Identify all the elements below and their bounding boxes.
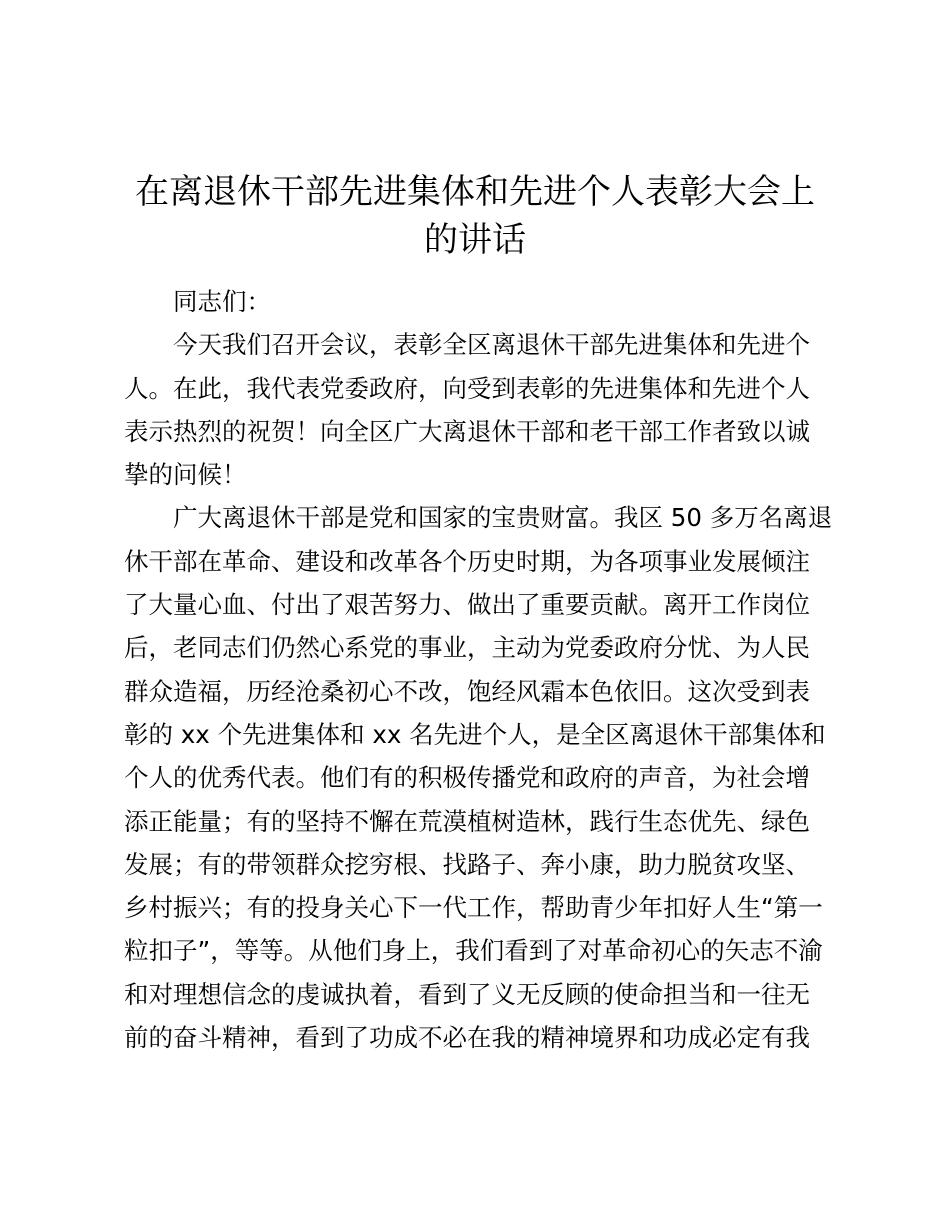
salutation: 同志们： xyxy=(173,287,271,316)
paragraph-line: 今天我们召开会议，表彰全区离退休干部先进集体和先进个 xyxy=(173,330,810,360)
paragraph-line: 粒扣子”，等等。从他们身上，我们看到了对革命初心的矢志不渝 xyxy=(124,936,823,966)
paragraph-line: 表示热烈的祝贺！向全区广大离退休干部和老干部工作者致以诚 xyxy=(124,416,810,446)
paragraph-line: 乡村振兴；有的投身关心下一代工作，帮助青少年扣好人生“第一 xyxy=(124,893,823,923)
paragraph-line: 个人的优秀代表。他们有的积极传播党和政府的声音，为社会增 xyxy=(124,763,810,793)
paragraph-line: 了大量心血、付出了艰苦努力、做出了重要贡献。离开工作岗位 xyxy=(124,590,810,620)
paragraph-line: 人。在此，我代表党委政府，向受到表彰的先进集体和先进个人 xyxy=(124,373,810,403)
paragraph-line: 前的奋斗精神，看到了功成不必在我的精神境界和功成必定有我 xyxy=(124,1023,810,1053)
title-line-2: 的讲话 xyxy=(424,220,526,260)
paragraph-line: 彰的 xx 个先进集体和 xx 名先进个人，是全区离退休干部集体和 xyxy=(124,719,826,749)
paragraph-line: 挚的问候！ xyxy=(124,460,247,490)
paragraph-line: 发展；有的带领群众挖穷根、找路子、奔小康，助力脱贫攻坚、 xyxy=(124,849,810,879)
document-body xyxy=(124,280,836,1059)
page-title xyxy=(120,168,830,264)
paragraph-line: 群众造福，历经沧桑初心不改，饱经风霜本色依旧。这次受到表 xyxy=(124,676,810,706)
paragraph-line: 和对理想信念的虔诚执着，看到了义无反顾的使命担当和一往无 xyxy=(124,979,810,1009)
title-line-1: 在离退休干部先进集体和先进个人表彰大会上 xyxy=(135,172,815,212)
paragraph-line: 广大离退休干部是党和国家的宝贵财富。我区 50 多万名离退 xyxy=(173,503,833,533)
paragraph-line: 添正能量；有的坚持不懈在荒漠植树造林，践行生态优先、绿色 xyxy=(124,806,810,836)
paragraph-line: 休干部在革命、建设和改革各个历史时期，为各项事业发展倾注 xyxy=(124,546,810,576)
paragraph-line: 后，老同志们仍然心系党的事业，主动为党委政府分忧、为人民 xyxy=(124,633,810,663)
